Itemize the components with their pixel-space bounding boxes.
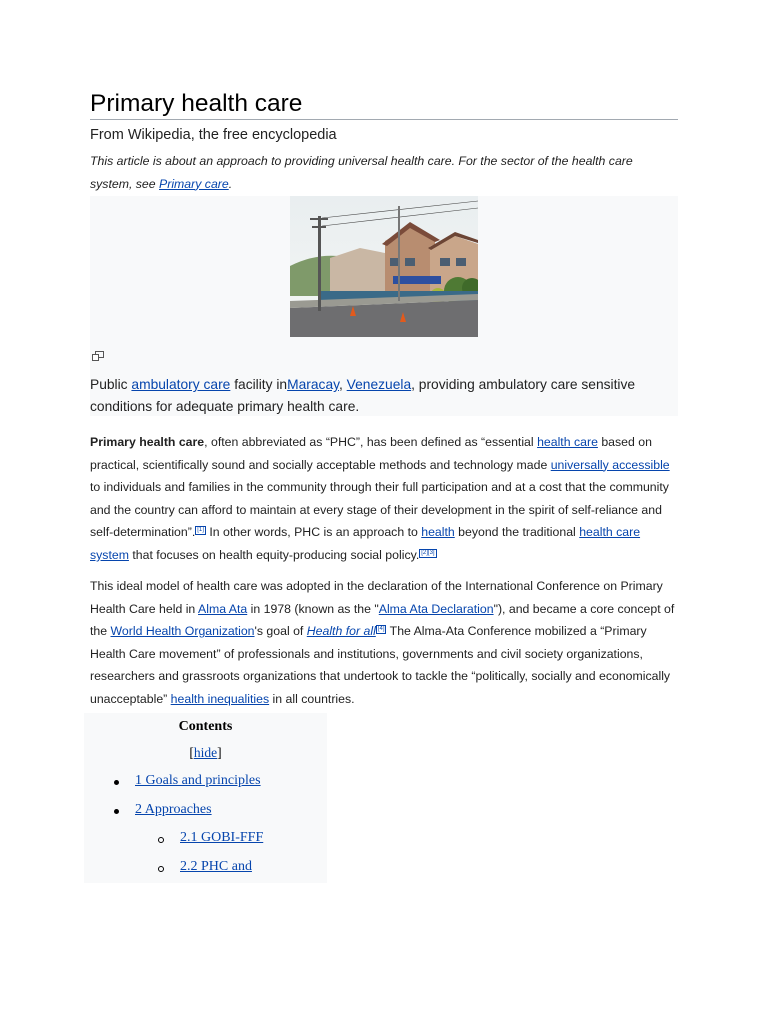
venezuela-link[interactable]: Venezuela	[346, 377, 412, 392]
toc-item-gobi-fff[interactable]: 2.1 GOBI-FFF	[180, 830, 264, 845]
health-care-link[interactable]: health care	[537, 435, 598, 449]
hatnote: This article is about an approach to providing universal health care. For the sector of the health care system, see Primary care.	[90, 154, 633, 191]
universally-accessible-link[interactable]: universally accessible	[550, 457, 670, 472]
hollow-bullet-icon	[158, 866, 164, 872]
table-of-contents	[84, 713, 327, 883]
toc-item-phc-and[interactable]: 2.2 PHC and	[180, 859, 252, 874]
image-thumbnail-box	[90, 196, 678, 416]
alma-ata-link[interactable]: Alma Ata	[198, 601, 248, 616]
facility-photo[interactable]	[290, 196, 478, 337]
intro-paragraph: Primary health care, often abbreviated as “PHC”, has been defined as “essential health care based on practical, scientifically sound and socially acceptable methods and technology made universally accessible to individuals and families in the community through their full participation and at a cost that the community and the country can afford to maintain at every stage of their development in the spirit of self-reliance and self-determination”. [1] In other words, PHC is an approach to health beyond the traditional health care system that focuses on health equity-producing social policy. [2][3]	[90, 435, 670, 562]
toc-hide-toggle: [hide]	[189, 745, 222, 760]
citation-link[interactable]: [1]	[197, 527, 204, 534]
history-paragraph: This ideal model of health care was adopted in the declaration of the International Conference on Primary Health Care held in Alma Ata in 1978 (known as the "Alma Ata Declaration"), and became a core concept of the World Health Organization's goal of Health for all [4] The Alma-Ata Conference mobilized a “Primary Health Care movement” of professionals and institutions, governments and civil society organizations, researchers and grassroots organizations that undertook to tackle the “politically, socially and economically unacceptable” health inequalities in all countries.	[90, 579, 675, 706]
bullet-icon	[114, 780, 119, 785]
bullet-icon	[114, 809, 119, 814]
page-title: Primary health care	[90, 88, 678, 120]
ambulatory-care-link[interactable]: ambulatory care	[131, 377, 231, 392]
health-link[interactable]: health	[421, 525, 455, 540]
citation-link[interactable]: [2][3]	[421, 549, 435, 556]
site-subtitle: From Wikipedia, the free encyclopedia	[90, 127, 337, 143]
citation-link[interactable]: [4]	[377, 626, 385, 633]
enlarge-icon[interactable]	[92, 348, 104, 358]
toc-title: Contents	[178, 719, 233, 734]
alma-ata-declaration-link[interactable]: Alma Ata Declaration	[378, 601, 494, 616]
health-inequalities-link[interactable]: health inequalities	[170, 691, 270, 706]
health-for-all-link[interactable]: Health for all	[306, 624, 376, 639]
health-care-system-link[interactable]: health care system	[90, 525, 641, 562]
toc-item-goals-and-principles[interactable]: 1 Goals and principles	[135, 773, 261, 788]
hollow-bullet-icon	[158, 837, 164, 843]
primary-care-link[interactable]: Primary care	[159, 176, 229, 191]
maracay-link[interactable]: Maracay	[287, 377, 339, 392]
image-caption: Public ambulatory care facility inMaracay, Venezuela, providing ambulatory care sensitive conditions for adequate primary health care.	[90, 377, 636, 414]
toc-hide-link[interactable]: hide	[193, 745, 218, 760]
toc-item-approaches[interactable]: 2 Approaches	[135, 802, 212, 817]
who-link[interactable]: World Health Organization	[110, 624, 255, 639]
